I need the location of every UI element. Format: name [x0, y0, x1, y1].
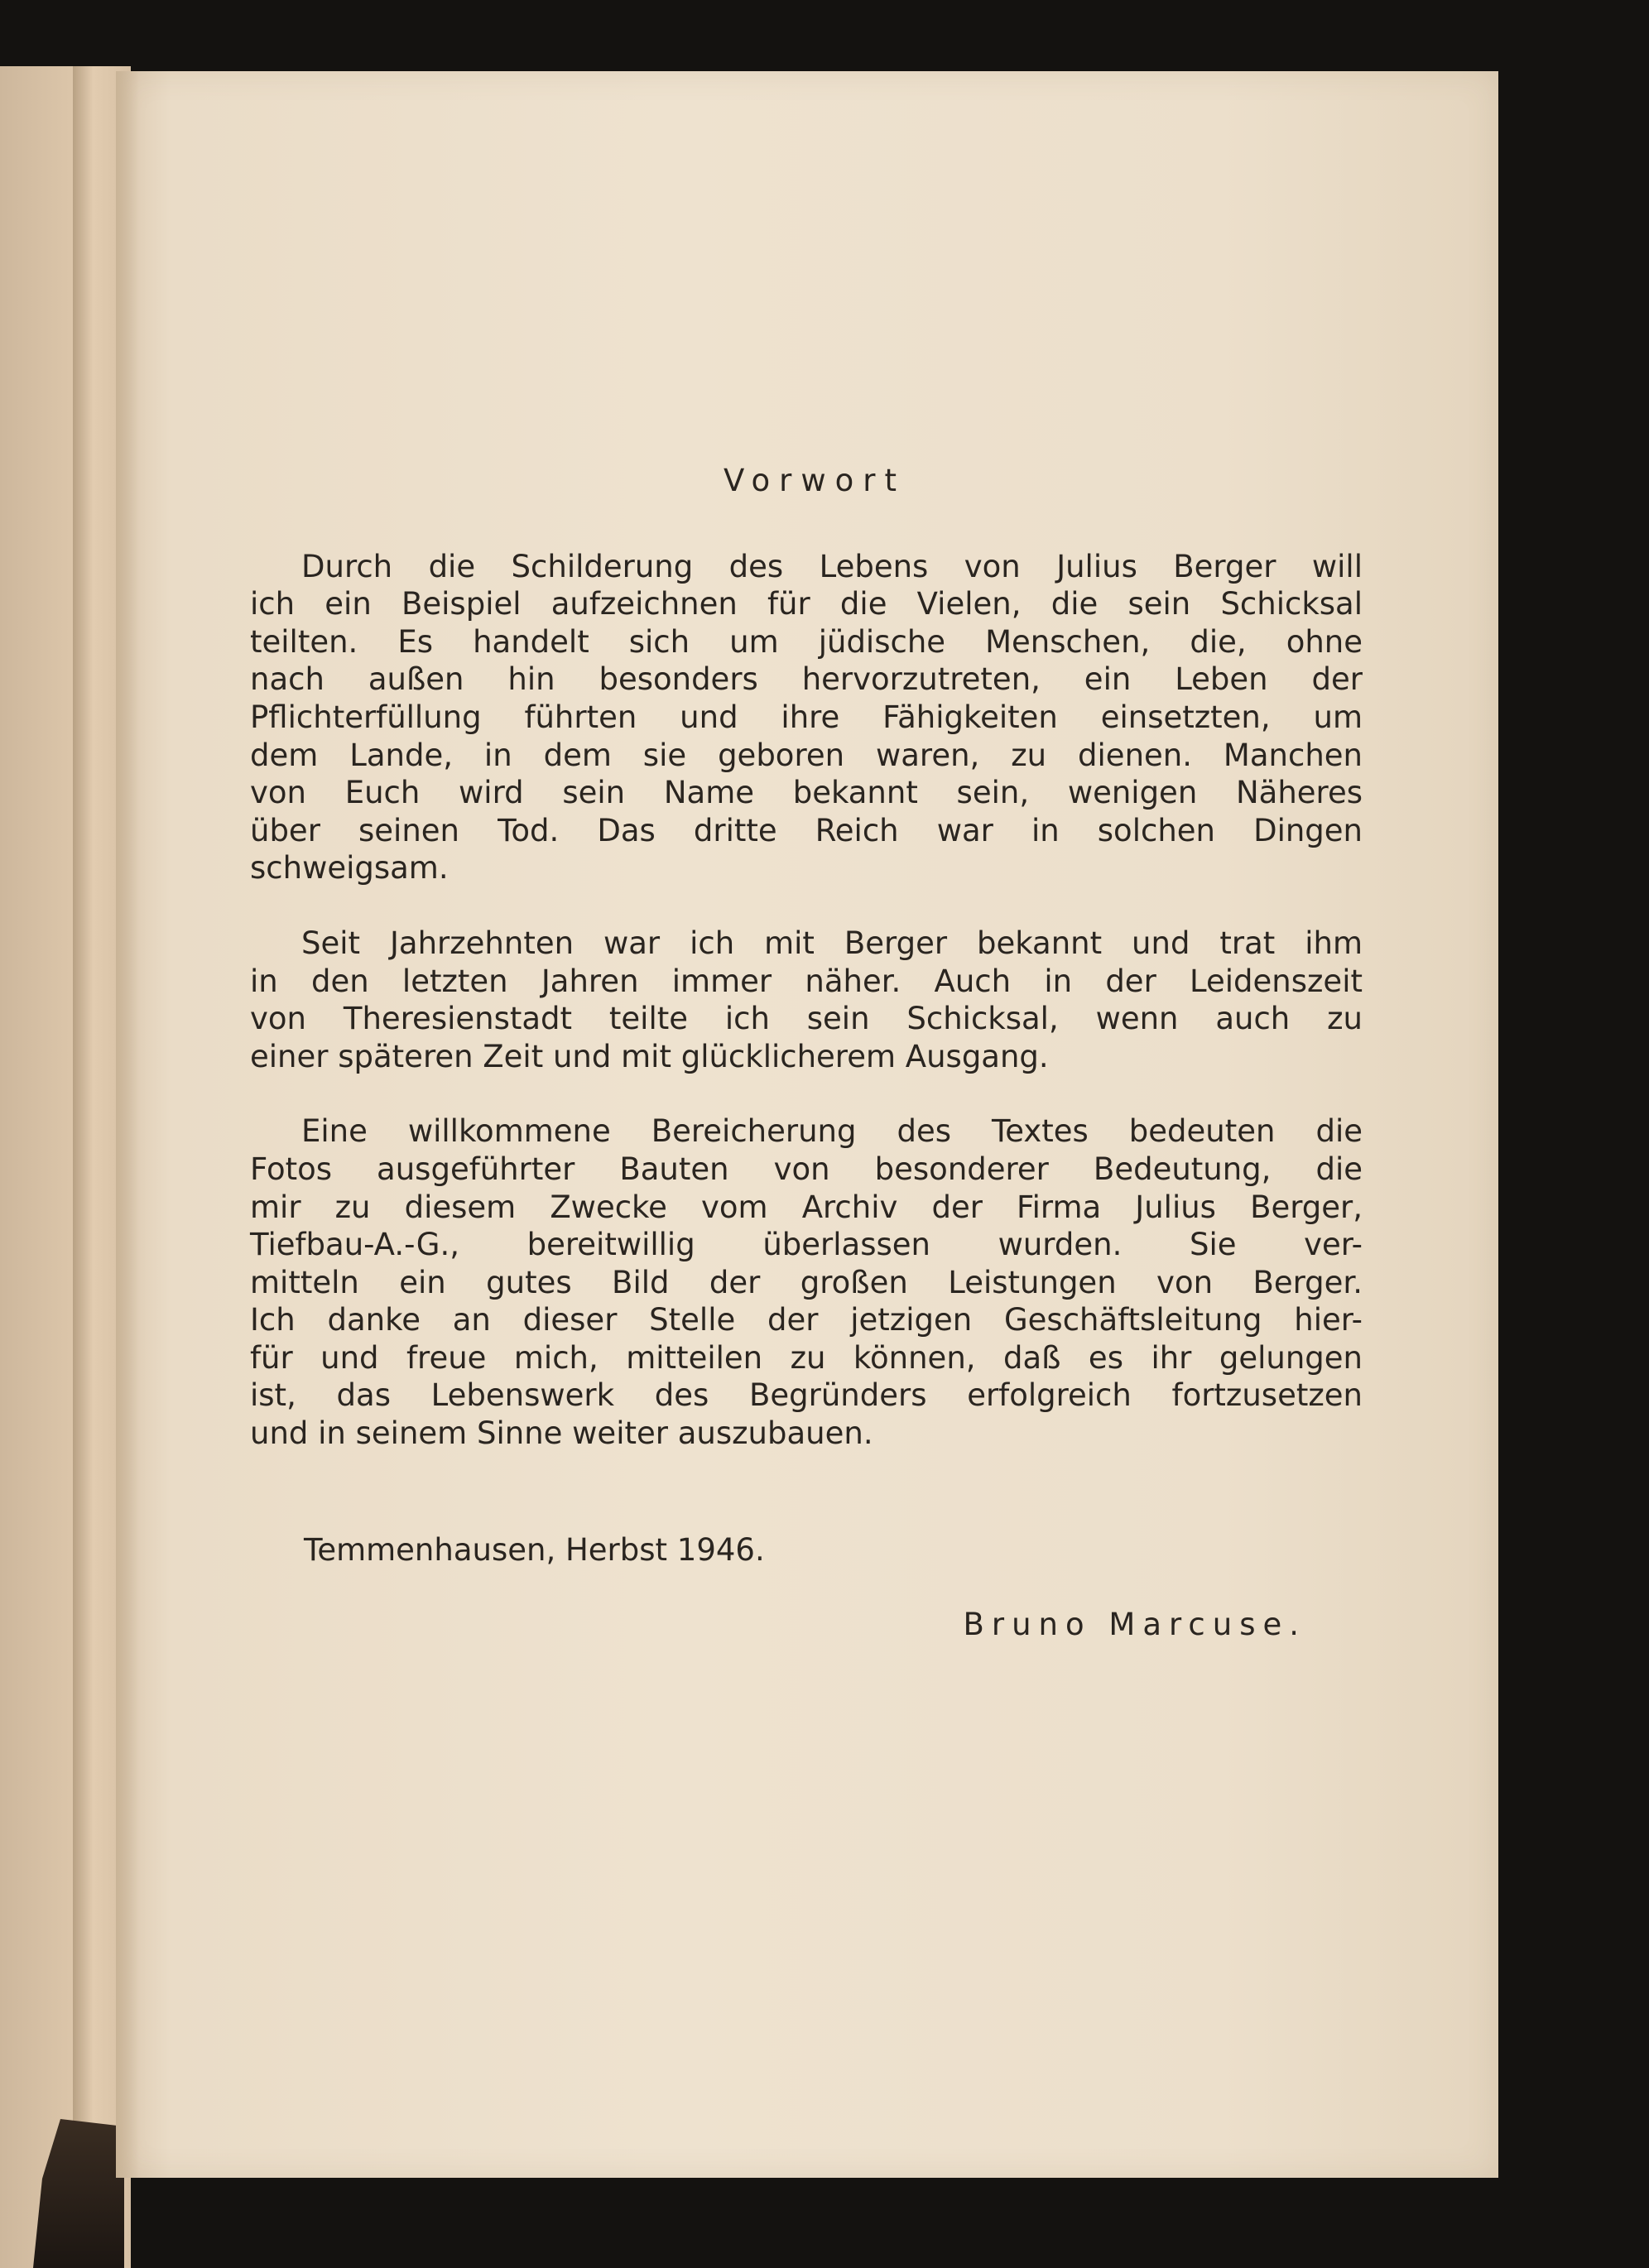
text-line: Tiefbau-A.-G., bereitwillig überlassen wurden. Sie ver-: [250, 1227, 1363, 1263]
text-line: von Euch wird sein Name bekannt sein, wenigen Näheres: [250, 775, 1363, 811]
page-title: Vorwort: [724, 463, 906, 498]
text-line: mir zu diesem Zwecke vom Archiv der Firma Julius Berger,: [250, 1189, 1363, 1225]
book-page: [116, 71, 1498, 2178]
text-line: für und freue mich, mitteilen zu können, daß es ihr gelungen: [250, 1339, 1363, 1376]
text-line: teilten. Es handelt sich um jüdische Menschen, die, ohne: [250, 623, 1363, 660]
text-line: schweigsam.: [250, 850, 449, 887]
paragraph-2: [250, 925, 1363, 1075]
text-line: in den letzten Jahren immer näher. Auch in der Leidenszeit: [250, 963, 1363, 999]
text-line: ist, das Lebenswerk des Begründers erfolgreich fortzusetzen: [250, 1377, 1363, 1414]
text-line: und in seinem Sinne weiter auszubauen.: [250, 1415, 873, 1452]
text-line: Pflichterfüllung führten und ihre Fähigkeiten einsetzten, um: [250, 699, 1363, 735]
text-line: Seit Jahrzehnten war ich mit Berger bekannt und trat ihm: [301, 925, 1363, 961]
paragraph-3: [250, 1112, 1363, 1452]
text-line: über seinen Tod. Das dritte Reich war in solchen Dingen: [250, 812, 1363, 848]
place-date: Temmenhausen, Herbst 1946.: [304, 1531, 765, 1568]
text-line: einer späteren Zeit und mit glücklicherem Ausgang.: [250, 1038, 1049, 1074]
page-gutter: [116, 71, 139, 2178]
text-line: mitteln ein gutes Bild der großen Leistungen von Berger.: [250, 1264, 1363, 1300]
text-line: dem Lande, in dem sie geboren waren, zu dienen. Manchen: [250, 737, 1363, 773]
text-line: Fotos ausgeführter Bauten von besonderer Bedeutung, die: [250, 1151, 1363, 1187]
text-line: ich ein Beispiel aufzeichnen für die Vielen, die sein Schicksal: [250, 586, 1363, 622]
text-line: von Theresienstadt teilte ich sein Schicksal, wenn auch zu: [250, 1001, 1363, 1037]
text-line: Durch die Schilderung des Lebens von Julius Berger will: [301, 548, 1363, 584]
text-line: Eine willkommene Bereicherung des Textes bedeuten die: [301, 1113, 1363, 1150]
text-line: nach außen hin besonders hervorzutreten, ein Leben der: [250, 661, 1363, 698]
foreword-text-block: [250, 462, 1363, 1644]
text-line: Ich danke an dieser Stelle der jetzigen Geschäftsleitung hier-: [250, 1302, 1363, 1338]
signature: Bruno Marcuse.: [963, 1607, 1306, 1643]
paragraph-1: [250, 548, 1363, 887]
